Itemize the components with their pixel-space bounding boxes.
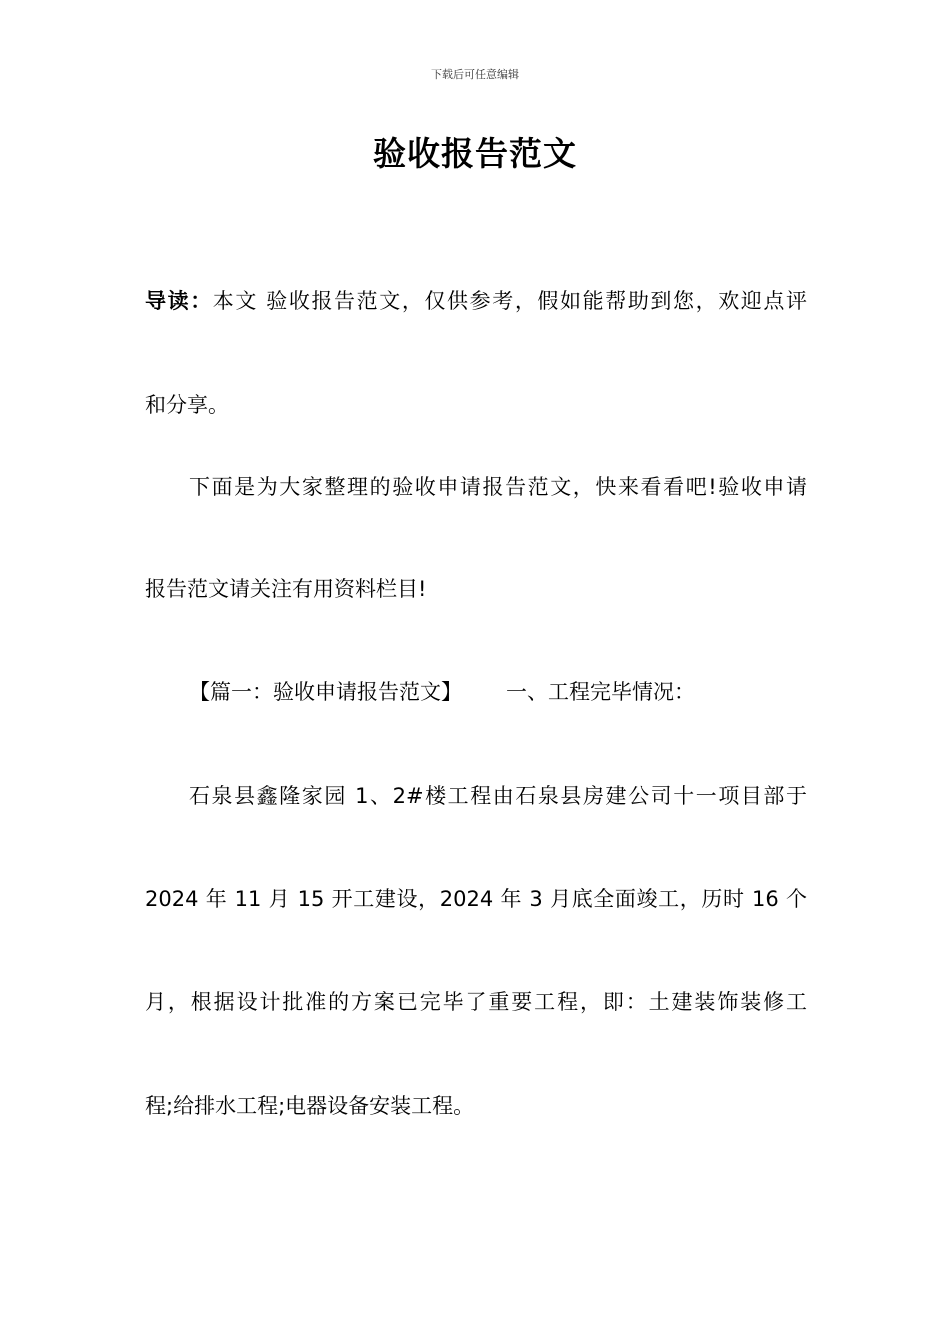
paragraph-1-line-2: 报告范文请关注有用资料栏目! xyxy=(145,577,427,601)
paragraph-3-line-3: 月，根据设计批准的方案已完毕了重要工程，即：土建装饰装修工 xyxy=(145,990,807,1014)
subheading: 一、工程完毕情况： xyxy=(506,680,695,704)
lead-label: 导读： xyxy=(145,289,213,313)
paragraph-1-line-1: 下面是为大家整理的验收申请报告范文，快来看看吧!验收申请 xyxy=(189,475,807,499)
header-note: 下载后可任意编辑 xyxy=(431,68,519,81)
paragraph-3-line-2: 2024 年 11 月 15 开工建设，2024 年 3 月底全面竣工，历时 16 个 xyxy=(145,887,807,911)
document-title: 验收报告范文 xyxy=(373,134,577,173)
section-heading: 【篇一：验收申请报告范文】 xyxy=(189,680,462,704)
paragraph-3-line-4: 程;给排水工程;电器设备安装工程。 xyxy=(145,1094,475,1118)
lead-line-2: 和分享。 xyxy=(145,393,229,417)
paragraph-3-line-1: 石泉县鑫隆家园 1、2#楼工程由石泉县房建公司十一项目部于 xyxy=(189,784,807,808)
paragraph-2-line-1 xyxy=(145,677,807,707)
lead-text-1: 本文 验收报告范文，仅供参考，假如能帮助到您，欢迎点评 xyxy=(212,289,807,313)
lead-line-1 xyxy=(145,286,807,316)
